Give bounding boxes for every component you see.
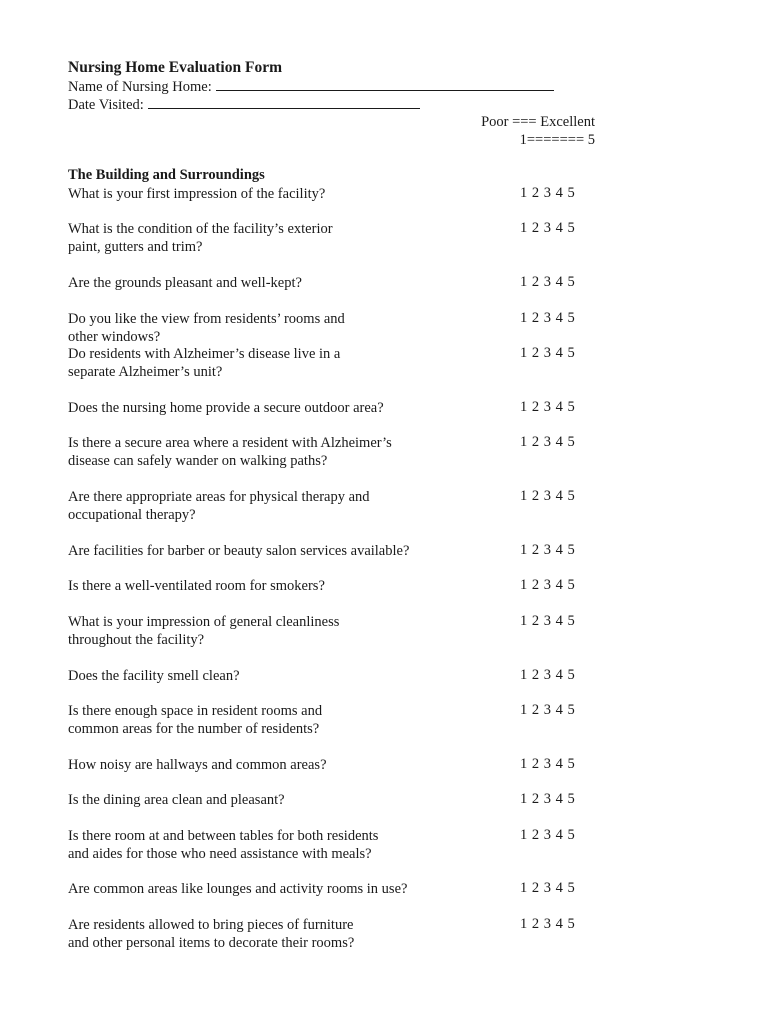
question-text [68,880,448,898]
question-text [68,916,448,952]
question-line: disease can safely wander on walking paths? [68,453,328,469]
section-heading: The Building and Surroundings [68,167,265,183]
question-line: What is your impression of general cleanliness [68,614,340,630]
rating-scale[interactable]: 1 2 3 4 5 [520,220,576,236]
question-line: Is there room at and between tables for both residents [68,828,379,844]
question-line: and aides for those who need assistance with meals? [68,846,372,862]
question-line: Does the facility smell clean? [68,668,240,684]
question-text [68,756,448,774]
question-text [68,399,448,417]
scale-header-line2: 1======= 5 [519,132,595,148]
question-text [68,542,448,560]
question-line: Are residents allowed to bring pieces of furniture [68,917,354,933]
question-text [68,613,448,649]
question-text [68,220,448,256]
question-line: Are there appropriate areas for physical therapy and [68,489,370,505]
rating-scale[interactable]: 1 2 3 4 5 [520,702,576,718]
question-line: other windows? [68,329,161,345]
question-line: throughout the facility? [68,632,205,648]
question-line: Is there a well-ventilated room for smokers? [68,578,325,594]
rating-scale[interactable]: 1 2 3 4 5 [520,880,576,896]
rating-scale[interactable]: 1 2 3 4 5 [520,185,576,201]
rating-scale[interactable]: 1 2 3 4 5 [520,310,576,326]
form-title: Nursing Home Evaluation Form [68,59,282,76]
name-label: Name of Nursing Home: [68,79,212,95]
date-label: Date Visited: [68,97,144,113]
rating-scale[interactable]: 1 2 3 4 5 [520,756,576,772]
question-line: Do residents with Alzheimer’s disease live in a [68,346,341,362]
question-line: Do you like the view from residents’ rooms and [68,311,345,327]
question-line: What is the condition of the facility’s exterior [68,221,333,237]
name-input-line[interactable] [216,78,554,91]
question-line: Is the dining area clean and pleasant? [68,792,285,808]
question-line: common areas for the number of residents? [68,721,320,737]
question-line: and other personal items to decorate their rooms? [68,935,355,951]
name-field-row [68,78,554,96]
rating-scale[interactable]: 1 2 3 4 5 [520,274,576,290]
question-text [68,434,448,470]
date-input-line[interactable] [148,96,420,109]
rating-scale[interactable]: 1 2 3 4 5 [520,667,576,683]
rating-scale[interactable]: 1 2 3 4 5 [520,613,576,629]
question-line: Does the nursing home provide a secure outdoor area? [68,400,384,416]
rating-scale[interactable]: 1 2 3 4 5 [520,791,576,807]
question-text [68,577,448,595]
question-text [68,791,448,809]
question-line: paint, gutters and trim? [68,239,203,255]
question-line: Are the grounds pleasant and well-kept? [68,275,302,291]
question-line: occupational therapy? [68,507,196,523]
question-line: What is your first impression of the facility? [68,186,326,202]
question-line: separate Alzheimer’s unit? [68,364,223,380]
question-text [68,667,448,685]
question-text [68,310,448,346]
question-text [68,185,448,203]
rating-scale[interactable]: 1 2 3 4 5 [520,827,576,843]
date-field-row [68,96,420,114]
rating-scale[interactable]: 1 2 3 4 5 [520,434,576,450]
rating-scale[interactable]: 1 2 3 4 5 [520,488,576,504]
rating-scale[interactable]: 1 2 3 4 5 [520,542,576,558]
question-text [68,702,448,738]
rating-scale[interactable]: 1 2 3 4 5 [520,577,576,593]
question-line: Is there a secure area where a resident with Alzheimer’s [68,435,392,451]
question-text [68,827,448,863]
rating-scale[interactable]: 1 2 3 4 5 [520,399,576,415]
scale-header-line1: Poor === Excellent [481,114,595,130]
question-text [68,345,448,381]
rating-scale[interactable]: 1 2 3 4 5 [520,916,576,932]
rating-scale[interactable]: 1 2 3 4 5 [520,345,576,361]
question-line: Are facilities for barber or beauty salon services available? [68,543,410,559]
question-text [68,488,448,524]
question-line: How noisy are hallways and common areas? [68,757,327,773]
question-line: Are common areas like lounges and activity rooms in use? [68,881,408,897]
question-text [68,274,448,292]
question-line: Is there enough space in resident rooms and [68,703,323,719]
